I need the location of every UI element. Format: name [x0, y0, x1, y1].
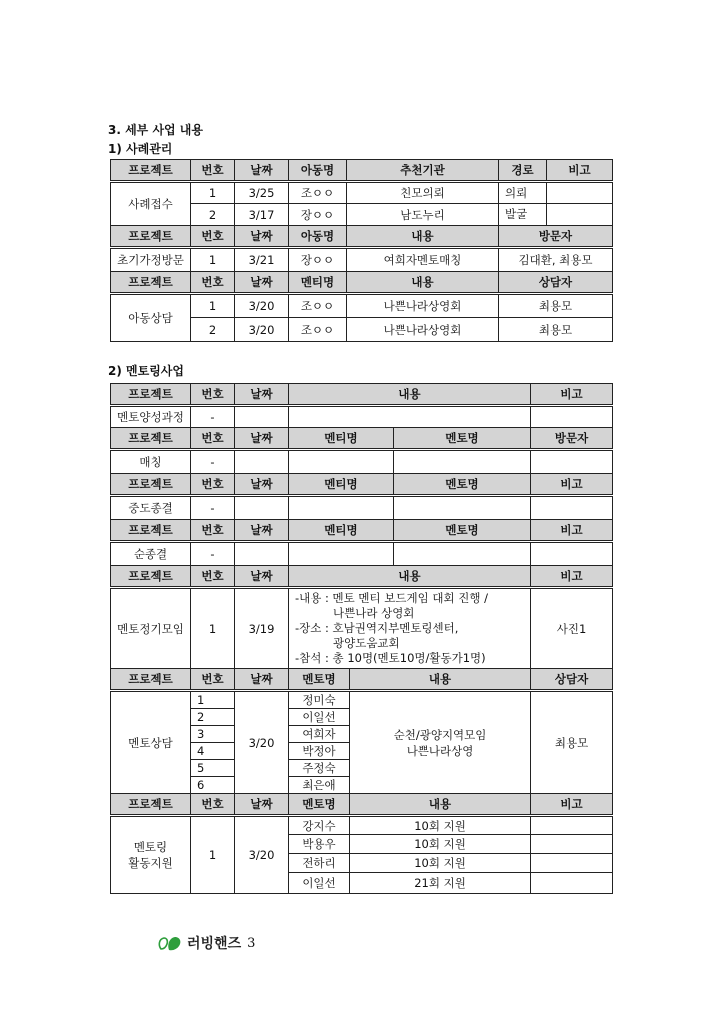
table-row	[111, 542, 613, 566]
route-cell: 발굴	[499, 204, 547, 226]
mentor-name-cell: 강지수	[289, 816, 350, 835]
col-visitor: 방문자	[499, 226, 613, 248]
number-cell: 1	[191, 816, 235, 894]
mentoring-header-row	[111, 669, 613, 691]
col-note: 비고	[531, 794, 613, 816]
project-cell: 멘토상담	[111, 691, 191, 794]
col-date: 날짜	[235, 226, 289, 248]
consult-content-line: 나쁜나라상영	[406, 743, 474, 758]
col-project: 프로젝트	[111, 520, 191, 542]
col-number: 번호	[191, 474, 235, 496]
number-cell: 2	[191, 204, 235, 226]
name-cell: 조ㅇㅇ	[289, 294, 347, 318]
number-cell: -	[191, 406, 235, 428]
table-row	[111, 182, 613, 204]
col-number: 번호	[191, 794, 235, 816]
number-cell: 4	[191, 743, 235, 760]
number-cell: 1	[191, 182, 235, 204]
route-cell: 의뢰	[499, 182, 547, 204]
mentor-name-cell: 이일선	[289, 709, 350, 726]
project-cell: 사례접수	[111, 182, 191, 226]
mentee-cell	[289, 450, 394, 474]
mentoring-table	[110, 383, 613, 894]
brand-name: 러빙핸즈	[187, 936, 242, 952]
case-management-title: 1) 사례관리	[108, 142, 173, 156]
meeting-line: -장소 : 호남권역지부멘토링센터,	[295, 621, 459, 635]
mentor-name-cell: 이일선	[289, 873, 350, 894]
col-note: 비고	[531, 566, 613, 588]
name-cell: 조ㅇㅇ	[289, 182, 347, 204]
consult-content-line: 순천/광양지역모임	[393, 727, 487, 742]
date-cell: 3/20	[235, 294, 289, 318]
project-cell: 초기가정방문	[111, 248, 191, 272]
col-number: 번호	[191, 520, 235, 542]
col-mentee-name: 멘티명	[289, 474, 394, 496]
content-cell: 10회 지원	[350, 854, 531, 873]
col-child-name: 아동명	[289, 160, 347, 182]
col-number: 번호	[191, 160, 235, 182]
table-row	[111, 588, 613, 669]
col-referral-org: 추천기관	[347, 160, 499, 182]
col-content: 내용	[350, 794, 531, 816]
meeting-line: -참석 : 총 10명(멘토10명/활동가1명)	[295, 651, 486, 665]
mentor-name-cell: 최은애	[289, 777, 350, 794]
content-cell	[289, 406, 531, 428]
note-cell	[531, 854, 613, 873]
col-project: 프로젝트	[111, 384, 191, 406]
case-management-table	[110, 159, 613, 342]
col-project: 프로젝트	[111, 160, 191, 182]
table-row	[111, 496, 613, 520]
mentee-cell	[289, 542, 394, 566]
note-cell	[531, 816, 613, 835]
case-header-row	[111, 272, 613, 294]
table-row	[111, 406, 613, 428]
org-cell: 남도누리	[347, 204, 499, 226]
loving-hands-logo-icon	[157, 933, 183, 953]
note-cell	[547, 204, 613, 226]
meeting-line: 나쁜나라 상영회	[333, 606, 415, 620]
content-cell: 10회 지원	[350, 835, 531, 854]
col-visitor: 방문자	[531, 428, 613, 450]
content-cell	[350, 691, 531, 794]
note-cell	[531, 406, 613, 428]
number-cell: -	[191, 450, 235, 474]
number-cell: 6	[191, 777, 235, 794]
col-content: 내용	[350, 669, 531, 691]
mentee-cell	[289, 496, 394, 520]
number-cell: 1	[191, 691, 235, 709]
table-row	[111, 450, 613, 474]
col-mentor-name: 멘토명	[289, 794, 350, 816]
number-cell: 1	[191, 248, 235, 272]
mentoring-header-row	[111, 520, 613, 542]
project-cell: 매칭	[111, 450, 191, 474]
project-cell: 멘토정기모임	[111, 588, 191, 669]
col-mentor-name: 멘토명	[394, 474, 531, 496]
col-note: 비고	[531, 474, 613, 496]
mentoring-header-row	[111, 428, 613, 450]
note-cell	[531, 496, 613, 520]
col-note: 비고	[531, 384, 613, 406]
visitor-cell: 김대환, 최용모	[499, 248, 613, 272]
col-number: 번호	[191, 428, 235, 450]
page-number: 3	[247, 935, 256, 951]
content-cell: 나쁜나라상영회	[347, 294, 499, 318]
note-cell	[531, 873, 613, 894]
project-cell	[111, 816, 191, 894]
table-row	[111, 294, 613, 318]
content-cell: 10회 지원	[350, 816, 531, 835]
name-cell: 장ㅇㅇ	[289, 248, 347, 272]
mentor-name-cell: 박용우	[289, 835, 350, 854]
col-date: 날짜	[235, 794, 289, 816]
number-cell: -	[191, 496, 235, 520]
note-cell: 사진1	[531, 588, 613, 669]
col-date: 날짜	[235, 272, 289, 294]
counselor-cell: 최용모	[499, 294, 613, 318]
date-cell: 3/20	[235, 691, 289, 794]
project-cell: 중도종결	[111, 496, 191, 520]
date-cell	[235, 450, 289, 474]
col-number: 번호	[191, 272, 235, 294]
mentor-cell	[394, 542, 531, 566]
col-content: 내용	[289, 566, 531, 588]
project-cell: 순종결	[111, 542, 191, 566]
col-mentee-name: 멘티명	[289, 428, 394, 450]
meeting-content-cell	[289, 588, 531, 669]
col-project: 프로젝트	[111, 226, 191, 248]
col-mentor-name: 멘토명	[394, 428, 531, 450]
col-counselor: 상담자	[531, 669, 613, 691]
mentor-name-cell: 여희자	[289, 726, 350, 743]
mentoring-title: 2) 멘토링사업	[108, 364, 184, 378]
org-cell: 친모의뢰	[347, 182, 499, 204]
col-number: 번호	[191, 669, 235, 691]
number-cell: 2	[191, 709, 235, 726]
mentor-cell	[394, 450, 531, 474]
col-note: 비고	[547, 160, 613, 182]
visitor-cell	[531, 450, 613, 474]
col-project: 프로젝트	[111, 669, 191, 691]
note-cell	[531, 835, 613, 854]
meeting-line: 광양도움교회	[333, 636, 400, 650]
number-cell: 1	[191, 294, 235, 318]
col-content: 내용	[347, 272, 499, 294]
col-project: 프로젝트	[111, 428, 191, 450]
case-header-row	[111, 160, 613, 182]
support-project-line: 활동지원	[128, 856, 173, 870]
col-note: 비고	[531, 520, 613, 542]
mentoring-header-row	[111, 794, 613, 816]
counselor-cell: 최용모	[499, 318, 613, 342]
col-project: 프로젝트	[111, 272, 191, 294]
date-cell: 3/17	[235, 204, 289, 226]
mentor-name-cell: 정미숙	[289, 691, 350, 709]
support-project-line: 멘토링	[133, 840, 168, 854]
footer	[157, 933, 255, 953]
col-route: 경로	[499, 160, 547, 182]
case-header-row	[111, 226, 613, 248]
col-date: 날짜	[235, 669, 289, 691]
col-mentor-name: 멘토명	[394, 520, 531, 542]
number-cell: 3	[191, 726, 235, 743]
note-cell	[531, 542, 613, 566]
name-cell: 조ㅇㅇ	[289, 318, 347, 342]
date-cell: 3/25	[235, 182, 289, 204]
col-content: 내용	[289, 384, 531, 406]
col-date: 날짜	[235, 520, 289, 542]
mentor-name-cell: 박정아	[289, 743, 350, 760]
mentoring-header-row	[111, 474, 613, 496]
date-cell	[235, 542, 289, 566]
project-cell: 아동상담	[111, 294, 191, 342]
col-date: 날짜	[235, 160, 289, 182]
date-cell: 3/21	[235, 248, 289, 272]
date-cell	[235, 406, 289, 428]
number-cell: 5	[191, 760, 235, 777]
col-project: 프로젝트	[111, 474, 191, 496]
mentoring-header-row	[111, 566, 613, 588]
col-date: 날짜	[235, 566, 289, 588]
number-cell: 1	[191, 588, 235, 669]
col-project: 프로젝트	[111, 566, 191, 588]
mentor-cell	[394, 496, 531, 520]
date-cell: 3/20	[235, 816, 289, 894]
number-cell: 2	[191, 318, 235, 342]
col-number: 번호	[191, 384, 235, 406]
table-row	[111, 816, 613, 835]
counselor-cell: 최용모	[531, 691, 613, 794]
col-number: 번호	[191, 566, 235, 588]
mentor-name-cell: 전하리	[289, 854, 350, 873]
col-date: 날짜	[235, 428, 289, 450]
date-cell: 3/19	[235, 588, 289, 669]
col-counselor: 상담자	[499, 272, 613, 294]
col-project: 프로젝트	[111, 794, 191, 816]
content-cell: 여희자멘토매칭	[347, 248, 499, 272]
number-cell: -	[191, 542, 235, 566]
content-cell: 나쁜나라상영회	[347, 318, 499, 342]
col-number: 번호	[191, 226, 235, 248]
mentor-name-cell: 주정숙	[289, 760, 350, 777]
name-cell: 장ㅇㅇ	[289, 204, 347, 226]
note-cell	[547, 182, 613, 204]
content-cell: 21회 지원	[350, 873, 531, 894]
col-mentor-name: 멘토명	[289, 669, 350, 691]
meeting-line: -내용 : 멘토 멘티 보드게임 대회 진행 /	[295, 591, 489, 605]
table-row	[111, 248, 613, 272]
col-mentee-name: 멘티명	[289, 520, 394, 542]
col-child-name: 아동명	[289, 226, 347, 248]
project-cell: 멘토양성과정	[111, 406, 191, 428]
col-date: 날짜	[235, 474, 289, 496]
table-row	[111, 691, 613, 709]
section-title: 3. 세부 사업 내용	[108, 123, 203, 137]
date-cell	[235, 496, 289, 520]
col-content: 내용	[347, 226, 499, 248]
date-cell: 3/20	[235, 318, 289, 342]
mentoring-header-row	[111, 384, 613, 406]
col-mentee-name: 멘티명	[289, 272, 347, 294]
col-date: 날짜	[235, 384, 289, 406]
